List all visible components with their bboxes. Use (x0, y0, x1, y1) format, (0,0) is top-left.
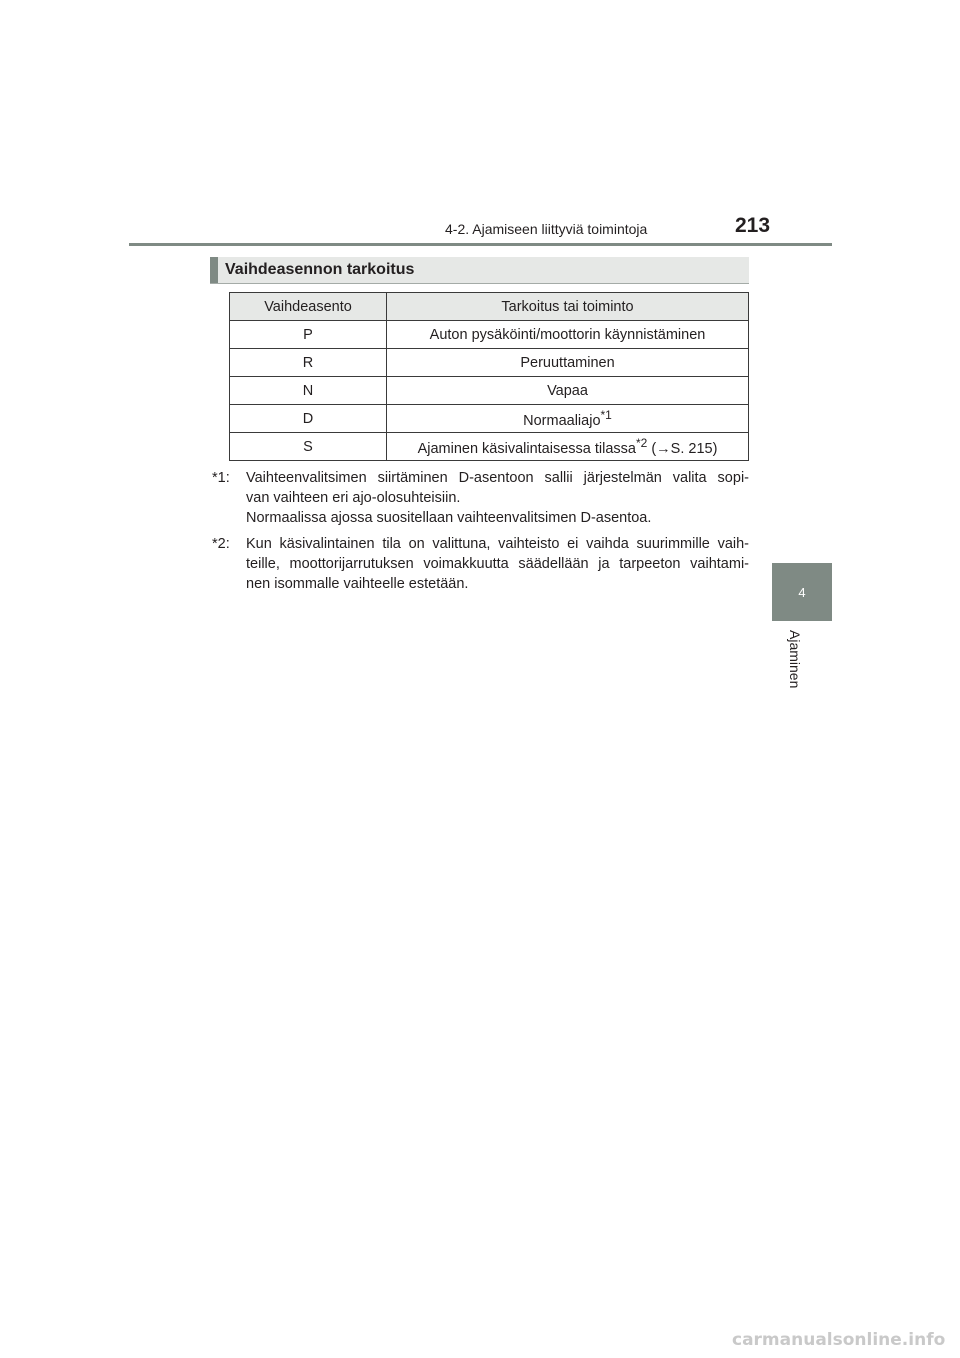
footnote-line: teille, moottorijarrutuksen voimakkuutta säädellään ja tarpeeton vaihtami- (246, 556, 749, 572)
site-watermark: carmanualsonline.info (732, 1330, 946, 1350)
footnote-marker: *1 (600, 408, 612, 423)
table-row (230, 321, 749, 349)
chapter-label: Ajaminen (787, 630, 803, 689)
gear-position-cell: D (230, 405, 387, 433)
table-row (230, 377, 749, 405)
column-header-position: Vaihdeasento (230, 293, 387, 321)
footnote-body (246, 468, 749, 528)
table-row (230, 405, 749, 433)
gear-position-cell: P (230, 321, 387, 349)
footnote-line: nen isommalle vaihteelle estetään. (246, 576, 469, 592)
gear-position-table (229, 292, 749, 461)
footnote-line: Vaihteenvalitsimen siirtäminen D-asentoon sallii järjestelmän valita sopi- (246, 470, 749, 486)
footnote-2 (212, 534, 749, 594)
section-title: Vaihdeasennon tarkoitus (225, 261, 415, 278)
chapter-number: 4 (798, 584, 806, 600)
page-reference-link[interactable]: (→S. 215) (651, 440, 718, 457)
table-header-row (230, 293, 749, 321)
gear-function-cell (387, 433, 749, 461)
gear-function-cell: Auton pysäköinti/moottorin käynnistäminen (387, 321, 749, 349)
page-number: 213 (735, 214, 771, 237)
header-rule (129, 243, 832, 246)
chapter-tab (772, 563, 832, 621)
footnote-mark: *2: (212, 536, 230, 552)
section-heading (210, 257, 749, 284)
footnote-1 (212, 468, 749, 528)
footnote-marker: *2 (635, 436, 648, 451)
footnote-mark: *1: (212, 470, 230, 486)
table-row (230, 349, 749, 377)
gear-position-cell: R (230, 349, 387, 377)
column-header-function: Tarkoitus tai toiminto (387, 293, 749, 321)
gear-function-text: Ajaminen käsivalintaisessa tilassa (417, 440, 636, 457)
footnote-line: Kun käsivalintainen tila on valittuna, vaihteisto ei vaihda suurimmille vaih- (246, 536, 749, 552)
footnote-line: van vaihteen eri ajo-olosuhteisiin. (246, 490, 461, 506)
footnote-line: Normaalissa ajossa suositellaan vaihteenvalitsimen D-asentoa. (246, 510, 652, 526)
gear-function-cell: Vapaa (387, 377, 749, 405)
gear-position-cell: S (230, 433, 387, 461)
running-header-section: 4-2. Ajamiseen liittyviä toimintoja (445, 221, 648, 237)
table-row (230, 433, 749, 461)
gear-function-text: Normaaliajo (523, 412, 601, 429)
heading-accent-bar (210, 257, 218, 283)
gear-position-cell: N (230, 377, 387, 405)
gear-function-cell: Peruuttaminen (387, 349, 749, 377)
gear-function-cell (387, 405, 749, 433)
footnote-body (246, 534, 749, 594)
